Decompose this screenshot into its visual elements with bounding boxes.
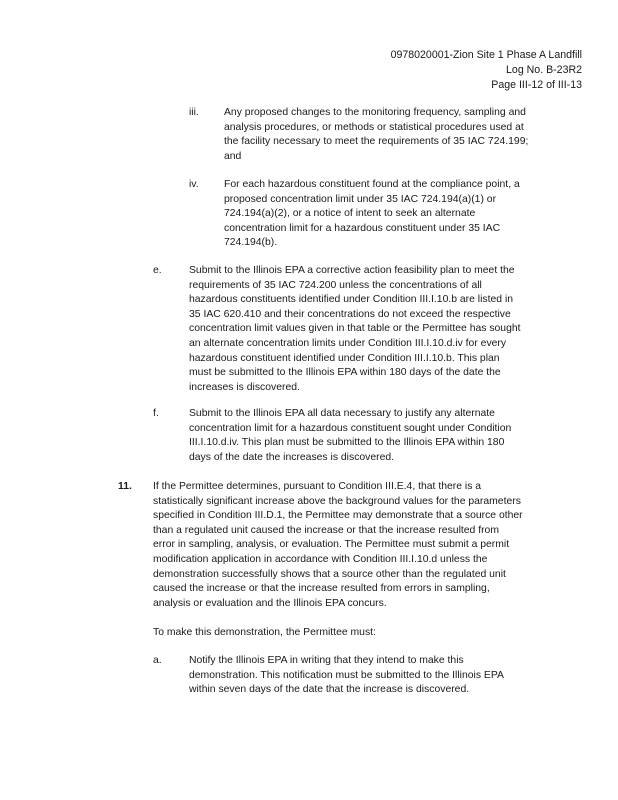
text-line: than a regulated unit caused the increase or that the increase resulted from [153,524,499,536]
text-line: increases is discovered. [189,381,300,393]
text-line: statistically significant increase above the background values for the parameters [153,495,521,507]
list-text-f [189,407,511,465]
text-line: within seven days of the date that the increase is discovered. [189,684,470,696]
demonstration-intro [153,626,376,641]
text-line: requirements of 35 IAC 724.200 unless the concentrations of all [189,279,482,291]
text-line: If the Permittee determines, pursuant to Condition III.E.4, that there is a [153,481,482,492]
text-line: concentration limit for a hazardous constituent under 35 IAC [224,222,501,234]
text-line: Any proposed changes to the monitoring frequency, sampling and [224,107,526,118]
text-line: Submit to the Illinois EPA a corrective action feasibility plan to meet the [189,265,515,276]
text-line: hazardous constituents identified under Condition III.I.10.b are listed in [189,294,514,306]
list-marker-f: f. [153,408,159,419]
text-line: error in sampling, analysis, or evaluation. The Permittee must submit a permit [153,539,510,551]
list-marker-11: 11. [118,481,132,492]
text-line: concentration limit for a hazardous constituent sought under Condition [189,422,512,434]
text-line: 35 IAC 620.410 and their concentrations do not exceed the respective [189,308,511,320]
text-line: must be submitted to the Illinois EPA within 180 days of the date the [189,367,501,379]
text-line: analysis procedures, or methods or statistical procedures used at [224,121,524,133]
text-line: caused the increase or that the increase resulted from errors in sampling, [153,583,490,595]
list-marker-iv: iv. [189,179,199,190]
text-line: days of the date the increases is discovered. [189,451,395,463]
text-line: demonstration. This notification must be submitted to the Illinois EPA [189,669,504,681]
text-line: III.I.10.d.iv. This plan must be submitted to the Illinois EPA within 180 [189,437,505,449]
text-line: Notify the Illinois EPA in writing that they intend to make this [189,655,464,666]
list-marker-iii: iii. [189,107,199,118]
list-text-e [189,264,521,395]
text-line: For each hazardous constituent found at the compliance point, a [224,179,520,190]
text-line: Submit to the Illinois EPA all data necessary to justify any alternate [189,408,495,419]
text-line: and [224,150,242,162]
text-line: hazardous constituent identified under Condition III.I.10.b. This plan [189,352,500,364]
header-log-number: Log No. B-23R2 [506,64,582,76]
text-line: 724.194(b). [224,237,278,249]
text-line: proposed concentration limit under 35 IAC 724.194(a)(1) or [224,193,497,205]
text-line: an alternate concentration limits under Condition III.I.10.d.iv for every [189,337,507,349]
list-text-a [189,654,504,698]
text-line: To make this demonstration, the Permittee must: [153,627,376,638]
list-text-11 [153,480,523,611]
list-text-iii [224,106,528,164]
text-line: specified in Condition III.D.1, the Permittee may demonstrate that a source other [153,510,523,522]
list-marker-a: a. [153,655,162,666]
text-line: concentration limit values given in that table or the Permittee has sought [189,323,521,335]
text-line: 724.194(a)(2), or a notice of intent to seek an alternate [224,208,476,220]
list-text-iv [224,178,520,251]
list-marker-e: e. [153,265,162,276]
text-line: analysis or evaluation and the Illinois EPA concurs. [153,597,387,609]
page-header [391,48,582,93]
text-line: modification application in accordance with Condition III.I.10.d unless the [153,553,488,565]
header-facility-id: 0978020001-Zion Site 1 Phase A Landfill [390,49,582,61]
header-page-number: Page III-12 of III-13 [491,79,582,91]
text-line: demonstration successfully shows that a source other than the regulated unit [153,568,506,580]
text-line: the facility necessary to meet the requirements of 35 IAC 724.199; [224,136,529,148]
